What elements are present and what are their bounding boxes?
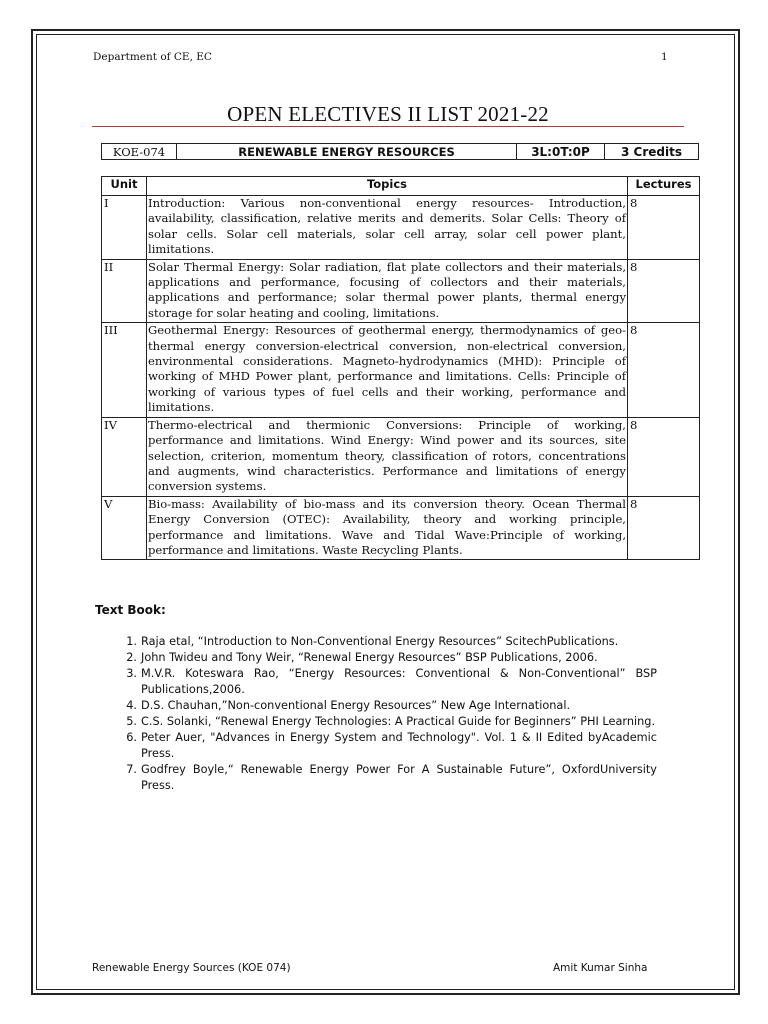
header-department: Department of CE, EC: [93, 51, 212, 63]
title-underline: [92, 126, 684, 127]
table-row: [102, 196, 700, 260]
table-row: [102, 259, 700, 323]
list-item: 2. John Twideu and Tony Weir, “Renewal Energy Resources” BSP Publications, 2006.: [126, 651, 598, 664]
course-credits: 3 Credits: [621, 144, 682, 159]
textbook-entry: D.S. Chauhan,”Non-conventional Energy Resources” New Age International.: [141, 699, 571, 712]
unit-topics: Geothermal Energy: Resources of geothermal energy, thermodynamics of geo- thermal energy conversion-electrical conversion, non-electrical conversion, environmental considerations. Magneto-hydrodynamics (MHD): Principle of working of MHD Power plant, performance and limitations. Cells: Principle of working of various types of fuel cells and their working, performance and limitations.: [147, 323, 628, 417]
list-item: 5. C.S. Solanki, “Renewal Energy Technologies: A Practical Guide for Beginners” PHI Learning.: [126, 715, 656, 728]
unit-lectures: 8: [628, 196, 700, 260]
list-item: 3. M.V.R. Koteswara Rao, “Energy Resources: Conventional & Non-Conventional” BSP Publications,2006.: [126, 667, 657, 696]
textbook-entry: Peter Auer, "Advances in Energy System and Technology". Vol. 1 & II Edited byAcademic Press.: [141, 731, 657, 760]
textbook-entry: C.S. Solanki, “Renewal Energy Technologies: A Practical Guide for Beginners” PHI Learning.: [141, 715, 656, 728]
syllabus-table: [101, 176, 700, 560]
textbook-entry: John Twideu and Tony Weir, “Renewal Energy Resources” BSP Publications, 2006.: [141, 651, 598, 664]
unit-number: II: [102, 259, 147, 323]
list-item: 1. Raja etal, “Introduction to Non-Conventional Energy Resources” ScitechPublications.: [126, 635, 619, 648]
textbook-heading: Text Book:: [95, 603, 166, 617]
unit-lectures: 8: [628, 417, 700, 496]
table-row: [102, 496, 700, 560]
unit-lectures: 8: [628, 496, 700, 560]
page-title: OPEN ELECTIVES II LIST 2021-22: [227, 102, 549, 126]
textbook-list: [126, 634, 657, 794]
footer-course: Renewable Energy Sources (KOE 074): [92, 962, 291, 974]
unit-topics: Bio-mass: Availability of bio-mass and its conversion theory. Ocean Thermal Energy Conversion (OTEC): Availability, theory and working principle, performance and limitations. Wave and Tidal Wave:Principle of working, performance and limitations. Waste Recycling Plants.: [147, 496, 628, 560]
unit-number: III: [102, 323, 147, 417]
table-row: [102, 417, 700, 496]
unit-number: V: [102, 496, 147, 560]
list-item: 7. Godfrey Boyle,“ Renewable Energy Power For A Sustainable Future”, OxfordUniversity Press.: [126, 763, 657, 792]
header-unit: Unit: [102, 177, 147, 196]
textbook-entry: Godfrey Boyle,“ Renewable Energy Power For A Sustainable Future”, OxfordUniversity Press.: [141, 763, 657, 792]
unit-topics: Solar Thermal Energy: Solar radiation, flat plate collectors and their materials, applications and performance, focusing of collectors and their materials, applications and performance; solar thermal power plants, thermal energy storage for solar heating and cooling, limitations.: [147, 259, 628, 323]
header-topics: Topics: [147, 177, 628, 196]
unit-number: I: [102, 196, 147, 260]
textbook-entry: Raja etal, “Introduction to Non-Conventional Energy Resources” ScitechPublications.: [141, 635, 619, 648]
textbook-entry: M.V.R. Koteswara Rao, “Energy Resources: Conventional & Non-Conventional” BSP Publications,2006.: [141, 667, 657, 696]
header-lectures: Lectures: [628, 177, 700, 196]
course-info-bar: [101, 143, 699, 160]
unit-lectures: 8: [628, 259, 700, 323]
unit-lectures: 8: [628, 323, 700, 417]
list-item: 4. D.S. Chauhan,”Non-conventional Energy Resources” New Age International.: [126, 699, 571, 712]
course-ltp: 3L:0T:0P: [517, 144, 605, 159]
unit-topics: Introduction: Various non-conventional energy resources- Introduction, availability, classification, relative merits and demerits. Solar Cells: Theory of solar cells. Solar cell materials, solar cell array, solar cell power plant, limitations.: [147, 196, 628, 260]
course-name: RENEWABLE ENERGY RESOURCES: [177, 144, 517, 159]
footer-author: Amit Kumar Sinha: [553, 962, 648, 974]
table-row: [102, 323, 700, 417]
unit-topics: Thermo-electrical and thermionic Conversions: Principle of working, performance and limitations. Wind Energy: Wind power and its sources, site selection, criterion, momentum theory, classification of rotors, concentrations and augments, wind characteristics. Performance and limitations of energy conversion systems.: [147, 417, 628, 496]
course-code: KOE-074: [102, 144, 177, 159]
unit-number: IV: [102, 417, 147, 496]
table-header-row: [102, 177, 700, 196]
page-number: 1: [661, 51, 668, 63]
list-item: 6. Peter Auer, "Advances in Energy System and Technology". Vol. 1 & II Edited byAcademic Press.: [126, 731, 657, 760]
